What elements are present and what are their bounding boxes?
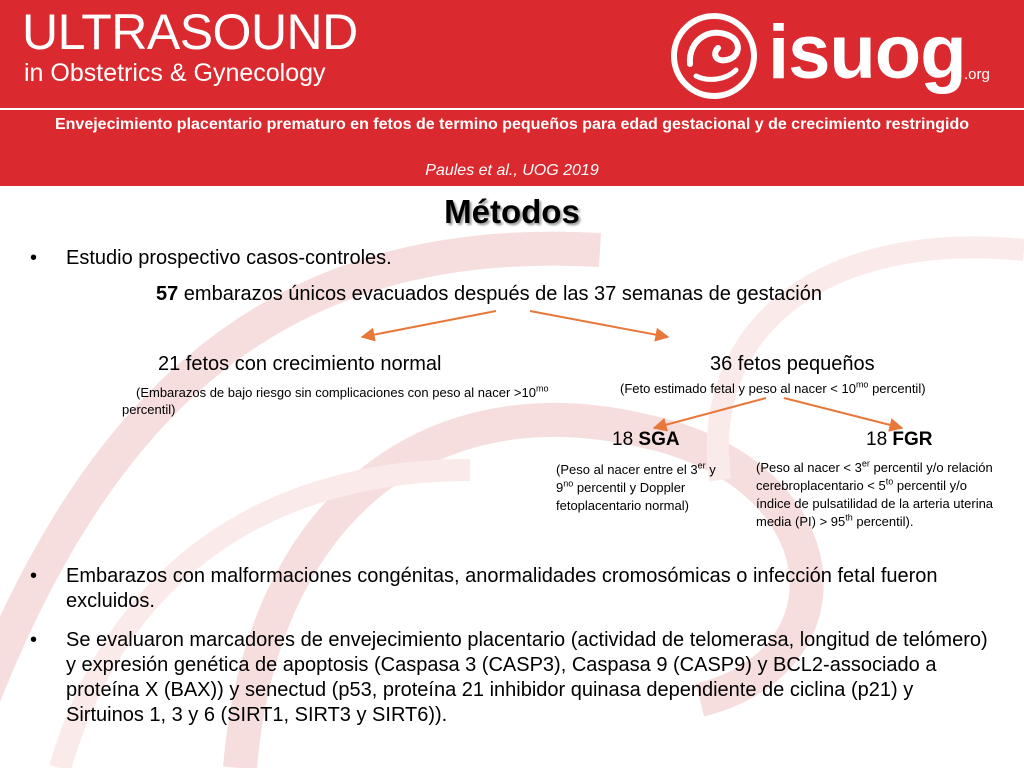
bullet-text: Se evaluaron marcadores de envejecimiento placentario (actividad de telomerasa, longitud de telómero) y expresión genética de apoptosis (Caspasa 3 (CASP3), Caspasa 9 (CASP9) y BCL2-associado a proteína X (BAX)) y senectud (p53, proteína 21 inhibidor quinasa dependiente de ciclina (p21) y Sirtuinos 1, 3 y 6 (SIRT1, SIRT3 y SIRT6)). (66, 629, 988, 726)
fgr-description: (Peso al nacer < 3er percentil y/o relación cerebroplacentario < $5^{to}$ percentil y/o índice de pulsatilidad de la arteria uterina media (PI) > 95th percentil). (756, 458, 994, 529)
bullet-marker: • (30, 629, 38, 651)
arrow-to-normal (362, 311, 496, 337)
total-text: embarazos únicos evacuados después de las 37 semanas de gestación (178, 283, 822, 305)
sga-description: (Peso al nacer entre el 3er y $9^{no}$ percentil y Doppler fetoplacentario normal) (556, 460, 716, 513)
bullet-text: Embarazos con malformaciones congénitas, anormalidades cromosómicas o infección fetal fueron excluidos. (66, 565, 938, 612)
bullet-marker: • (30, 565, 38, 587)
total-count: 57 (156, 283, 179, 305)
sga-title: 18 SGA (612, 429, 680, 450)
bullet-text: Estudio prospectivo casos-controles. (66, 247, 392, 269)
arrow-to-fgr (784, 398, 902, 428)
citation: Paules et al., UOG 2019 (425, 162, 599, 179)
study-title: Envejecimiento placentario prematuro en fetos de termino pequeños para edad gestacional y de crecimiento restringido (54, 116, 969, 133)
bullet-marker: • (30, 247, 38, 269)
arrow-to-sga (654, 398, 766, 428)
normal-group-title: 21 fetos con crecimiento normal (158, 353, 442, 375)
normal-group-note: (Embarazos de bajo riesgo sin complicaciones con peso al nacer $>10^{mo}$ percentil) (122, 383, 549, 417)
fgr-title: 18 FGR (866, 429, 933, 450)
small-group-title: 36 fetos pequeños (710, 353, 875, 375)
logo-suffix: .org (964, 66, 990, 83)
logo-text: isuog (768, 10, 966, 95)
section-title: Métodos (444, 193, 580, 230)
small-group-note: (Feto estimado fetal y peso al nacer < $10^{mo}$ percentil) (620, 379, 926, 396)
bullet-item-exclusions (30, 564, 994, 614)
journal-subtitle: in Obstetrics & Gynecology (24, 59, 326, 87)
bullet-item-markers (30, 628, 994, 728)
journal-title: ULTRASOUND (22, 4, 358, 60)
arrow-to-small (530, 311, 668, 337)
